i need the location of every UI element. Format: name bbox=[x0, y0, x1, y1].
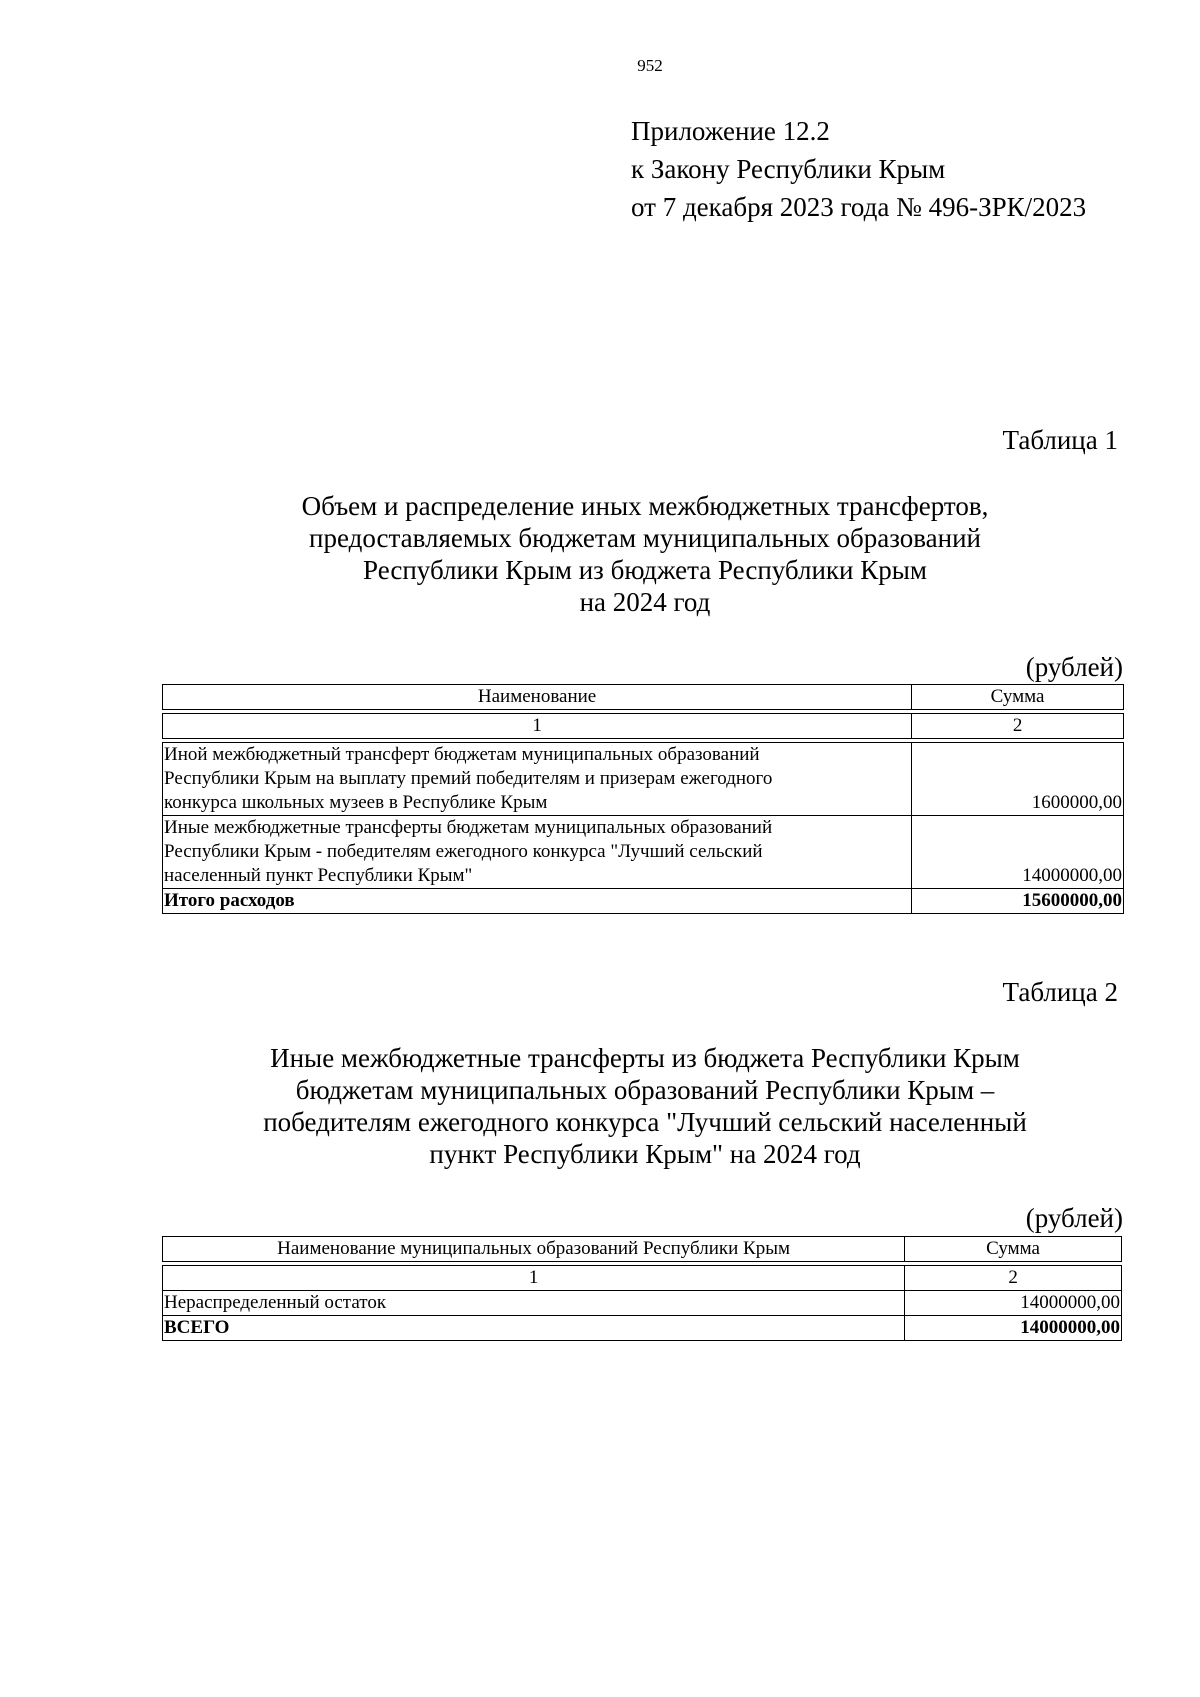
table2-col-number-1: 1 bbox=[163, 1266, 905, 1291]
table1-row2-name-line-3: населенный пункт Республики Крым" bbox=[164, 865, 473, 886]
table2-column-numbers-row bbox=[163, 1266, 1122, 1291]
table1-unit: (рублей) bbox=[1025, 652, 1123, 682]
table1-row2-name-line-2: Республики Крым - победителям ежегодного конкурса "Лучший сельский bbox=[164, 841, 763, 862]
table1 bbox=[162, 684, 1124, 914]
table-row bbox=[163, 743, 1124, 816]
table1-label: Таблица 1 bbox=[1002, 425, 1118, 455]
table1-title-line-2: предоставляемых бюджетам муниципальных образований bbox=[309, 523, 981, 553]
table-row bbox=[163, 1291, 1122, 1316]
table2-row1-amount: 14000000,00 bbox=[905, 1291, 1122, 1316]
table1-row2-amount: 14000000,00 bbox=[912, 816, 1124, 889]
table2-unit: (рублей) bbox=[1025, 1203, 1123, 1233]
table2-title-line-2: бюджетам муниципальных образований Республики Крым – bbox=[295, 1075, 995, 1105]
table1-row1-name-line-3: конкурса школьных музеев в Республике Крым bbox=[164, 792, 548, 813]
table1-header-row bbox=[163, 685, 1124, 710]
appendix-line-3: от 7 декабря 2023 года № 496-ЗРК/2023 bbox=[631, 192, 1087, 222]
table2-label: Таблица 2 bbox=[1002, 977, 1118, 1007]
table1-total-amount: 15600000,00 bbox=[912, 889, 1124, 914]
table2-header-row bbox=[163, 1237, 1122, 1262]
table1-row1-name-line-2: Республики Крым на выплату премий победителям и призерам ежегодного bbox=[164, 768, 773, 789]
table1-col-number-2: 2 bbox=[912, 714, 1124, 739]
table2-title-line-1: Иные межбюджетные трансферты из бюджета Республики Крым bbox=[270, 1043, 1020, 1073]
appendix-reference bbox=[631, 112, 1086, 226]
table1-header-amount: Сумма bbox=[912, 685, 1124, 710]
table2-header-amount: Сумма bbox=[905, 1237, 1122, 1262]
table2-row1-name: Нераспределенный остаток bbox=[163, 1291, 905, 1316]
table2-col-number-2: 2 bbox=[905, 1266, 1122, 1291]
table2-total-label: ВСЕГО bbox=[163, 1316, 905, 1341]
table2-total-row bbox=[163, 1316, 1122, 1341]
table1-row1-name bbox=[163, 743, 912, 816]
table1-row1-name-line-1: Иной межбюджетный трансферт бюджетам муниципальных образований bbox=[164, 744, 760, 765]
table2-title-line-3: победителям ежегодного конкурса "Лучший сельский населенный bbox=[263, 1107, 1027, 1137]
table2-title bbox=[180, 1042, 1110, 1170]
table1-row2-name bbox=[163, 816, 912, 889]
appendix-line-1: Приложение 12.2 bbox=[631, 116, 830, 146]
table2-header-name: Наименование муниципальных образований Республики Крым bbox=[163, 1237, 905, 1262]
table1-col-number-1: 1 bbox=[163, 714, 912, 739]
appendix-line-2: к Закону Республики Крым bbox=[631, 154, 946, 184]
table1-title-line-1: Объем и распределение иных межбюджетных трансфертов, bbox=[301, 491, 989, 521]
table1-total-label: Итого расходов bbox=[163, 889, 912, 914]
table1-row1-amount: 1600000,00 bbox=[912, 743, 1124, 816]
table2-total-amount: 14000000,00 bbox=[905, 1316, 1122, 1341]
table2-title-line-4: пункт Республики Крым" на 2024 год bbox=[429, 1139, 861, 1169]
table1-title-line-3: Республики Крым из бюджета Республики Крым bbox=[363, 555, 927, 585]
table1-row2-name-line-1: Иные межбюджетные трансферты бюджетам муниципальных образований bbox=[164, 817, 773, 838]
table1-column-numbers-row bbox=[163, 714, 1124, 739]
table1-total-row bbox=[163, 889, 1124, 914]
table1-title bbox=[180, 490, 1110, 618]
table2 bbox=[162, 1236, 1122, 1341]
table-row bbox=[163, 816, 1124, 889]
table1-title-line-4: на 2024 год bbox=[579, 587, 711, 617]
page-number: 952 bbox=[637, 56, 663, 75]
table1-header-name: Наименование bbox=[163, 685, 912, 710]
